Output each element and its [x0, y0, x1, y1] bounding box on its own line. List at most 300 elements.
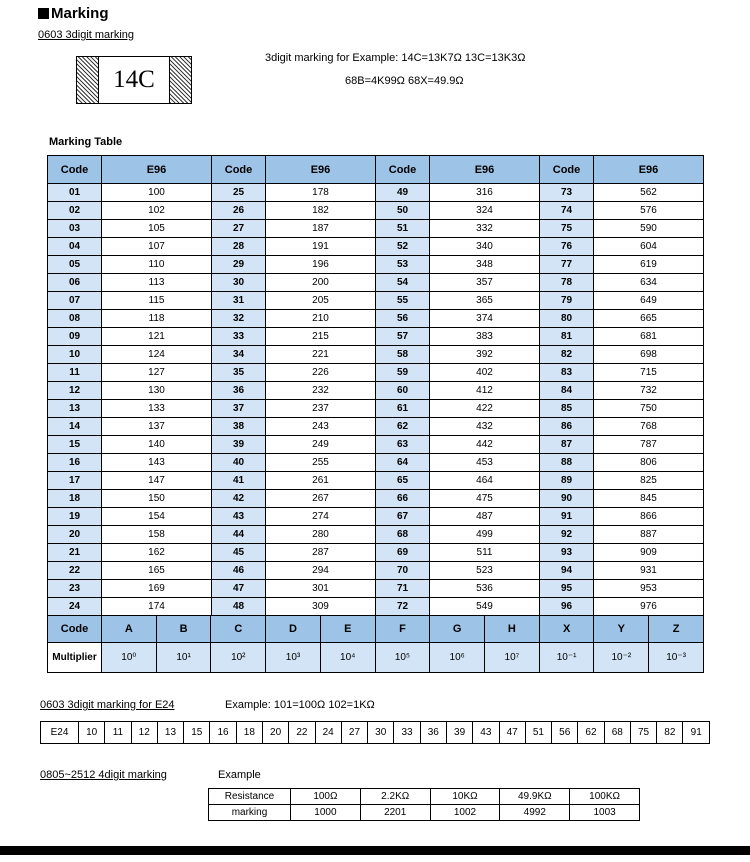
multiplier-code-cell: F: [375, 616, 430, 643]
resistance-value-cell: 4992: [500, 805, 570, 821]
e96-value-cell: 174: [102, 598, 212, 616]
marking-table-row: [48, 346, 704, 364]
e24-table: [40, 721, 710, 744]
marking-table-row: [48, 202, 704, 220]
e96-code-cell: 53: [376, 256, 430, 274]
e96-code-cell: 27: [212, 220, 266, 238]
e96-code-cell: 76: [540, 238, 594, 256]
resistance-value-cell: 100Ω: [291, 789, 361, 805]
e96-code-cell: 55: [376, 292, 430, 310]
e96-code-cell: 16: [48, 454, 102, 472]
e96-value-cell: 432: [430, 418, 540, 436]
e96-code-cell: 39: [212, 436, 266, 454]
marking-table-row: [48, 400, 704, 418]
e96-value-cell: 715: [594, 364, 704, 382]
multiplier-code-cell: H: [485, 616, 540, 643]
e96-code-cell: 22: [48, 562, 102, 580]
e96-code-cell: 03: [48, 220, 102, 238]
e96-code-cell: 49: [376, 184, 430, 202]
e24-value-cell: 39: [446, 722, 472, 744]
e96-code-cell: 70: [376, 562, 430, 580]
marking-table-header-cell: Code: [48, 156, 102, 184]
page-title: Marking: [51, 5, 109, 22]
e96-code-cell: 14: [48, 418, 102, 436]
multiplier-code-cell: A: [102, 616, 157, 643]
multiplier-value-cell: 10⁻³: [649, 643, 704, 673]
e96-value-cell: 649: [594, 292, 704, 310]
chip-terminal-left-icon: [77, 57, 99, 103]
multiplier-value-cell: 10⁻¹: [539, 643, 594, 673]
e96-value-cell: 402: [430, 364, 540, 382]
resistance-value-cell: 1000: [291, 805, 361, 821]
e96-value-cell: 154: [102, 508, 212, 526]
e96-value-cell: 604: [594, 238, 704, 256]
e96-value-cell: 124: [102, 346, 212, 364]
e96-code-cell: 38: [212, 418, 266, 436]
e96-code-cell: 92: [540, 526, 594, 544]
marking-table-row: [48, 364, 704, 382]
multiplier-value-cell: 10¹: [156, 643, 211, 673]
e96-code-cell: 65: [376, 472, 430, 490]
e24-label-cell: E24: [41, 722, 79, 744]
e96-code-cell: 01: [48, 184, 102, 202]
resistor-chip-figure: [76, 56, 192, 104]
e96-value-cell: 249: [266, 436, 376, 454]
resistance-value-cell: 10KΩ: [430, 789, 500, 805]
e24-value-cell: 62: [578, 722, 604, 744]
e96-code-cell: 77: [540, 256, 594, 274]
e96-code-cell: 81: [540, 328, 594, 346]
e96-value-cell: 162: [102, 544, 212, 562]
marking-table-row: [48, 526, 704, 544]
e96-value-cell: 221: [266, 346, 376, 364]
e24-value-cell: 47: [499, 722, 525, 744]
e96-value-cell: 953: [594, 580, 704, 598]
e96-value-cell: 143: [102, 454, 212, 472]
e96-code-cell: 95: [540, 580, 594, 598]
e96-value-cell: 205: [266, 292, 376, 310]
e96-value-cell: 274: [266, 508, 376, 526]
e96-code-cell: 67: [376, 508, 430, 526]
e96-code-cell: 69: [376, 544, 430, 562]
multiplier-label-cell: Multiplier: [48, 643, 102, 673]
e96-code-cell: 60: [376, 382, 430, 400]
e96-value-cell: 100: [102, 184, 212, 202]
4digit-example-label: Example: [218, 769, 261, 781]
e96-value-cell: 383: [430, 328, 540, 346]
e96-value-cell: 619: [594, 256, 704, 274]
marking-table-row: [48, 382, 704, 400]
e24-value-cell: 91: [683, 722, 710, 744]
marking-table-row: [48, 472, 704, 490]
e24-value-cell: 24: [315, 722, 341, 744]
e24-value-cell: 30: [368, 722, 394, 744]
e96-code-cell: 21: [48, 544, 102, 562]
marking-table-row: [48, 328, 704, 346]
e96-code-cell: 24: [48, 598, 102, 616]
marking-table-row: [48, 490, 704, 508]
multiplier-value-cell: 10⁰: [102, 643, 157, 673]
e96-value-cell: 127: [102, 364, 212, 382]
e96-value-cell: 232: [266, 382, 376, 400]
e96-code-cell: 68: [376, 526, 430, 544]
e96-code-cell: 17: [48, 472, 102, 490]
e24-value-cell: 27: [341, 722, 367, 744]
e96-code-cell: 11: [48, 364, 102, 382]
e96-value-cell: 316: [430, 184, 540, 202]
e96-code-cell: 08: [48, 310, 102, 328]
4digit-table: [208, 788, 640, 821]
e96-code-cell: 56: [376, 310, 430, 328]
e24-value-cell: 43: [473, 722, 499, 744]
example-line-2: 68B=4K99Ω 68X=49.9Ω: [345, 75, 464, 87]
e96-value-cell: 150: [102, 490, 212, 508]
resistance-value-cell: 1003: [570, 805, 640, 821]
heading-e24: 0603 3digit marking for E24: [40, 699, 175, 711]
e96-value-cell: 374: [430, 310, 540, 328]
e96-value-cell: 169: [102, 580, 212, 598]
4digit-table-row: [209, 789, 640, 805]
e96-code-cell: 96: [540, 598, 594, 616]
e96-code-cell: 87: [540, 436, 594, 454]
multiplier-value-row: [48, 643, 704, 673]
e96-code-cell: 25: [212, 184, 266, 202]
resistance-value-cell: 2.2KΩ: [360, 789, 430, 805]
e96-code-cell: 85: [540, 400, 594, 418]
resistance-value-cell: 100KΩ: [570, 789, 640, 805]
e96-value-cell: 768: [594, 418, 704, 436]
e96-code-cell: 64: [376, 454, 430, 472]
e96-value-cell: 365: [430, 292, 540, 310]
e96-value-cell: 294: [266, 562, 376, 580]
e96-code-cell: 46: [212, 562, 266, 580]
multiplier-code-cell: Z: [649, 616, 704, 643]
e24-value-cell: 11: [105, 722, 131, 744]
e96-value-cell: 140: [102, 436, 212, 454]
e96-value-cell: 475: [430, 490, 540, 508]
e96-code-cell: 88: [540, 454, 594, 472]
e96-code-cell: 48: [212, 598, 266, 616]
marking-table-row: [48, 256, 704, 274]
e96-code-cell: 73: [540, 184, 594, 202]
e24-value-cell: 16: [210, 722, 236, 744]
e96-code-cell: 29: [212, 256, 266, 274]
row-label-cell: Resistance: [209, 789, 291, 805]
e24-value-cell: 36: [420, 722, 446, 744]
multiplier-value-cell: 10⁵: [375, 643, 430, 673]
black-square-icon: [38, 8, 49, 19]
e96-code-cell: 51: [376, 220, 430, 238]
multiplier-table: [47, 615, 704, 673]
e96-code-cell: 43: [212, 508, 266, 526]
marking-table-header-cell: E96: [430, 156, 540, 184]
e96-value-cell: 464: [430, 472, 540, 490]
e96-value-cell: 665: [594, 310, 704, 328]
e96-value-cell: 487: [430, 508, 540, 526]
e24-value-cell: 15: [184, 722, 210, 744]
e96-code-cell: 36: [212, 382, 266, 400]
e96-value-cell: 182: [266, 202, 376, 220]
chip-terminal-right-icon: [169, 57, 191, 103]
e96-value-cell: 590: [594, 220, 704, 238]
e96-value-cell: 102: [102, 202, 212, 220]
e96-value-cell: 499: [430, 526, 540, 544]
multiplier-value-cell: 10⁷: [485, 643, 540, 673]
heading-4digit: 0805~2512 4digit marking: [40, 769, 167, 781]
e96-value-cell: 576: [594, 202, 704, 220]
e96-code-cell: 94: [540, 562, 594, 580]
marking-table-header-cell: Code: [212, 156, 266, 184]
e96-value-cell: 110: [102, 256, 212, 274]
e96-value-cell: 191: [266, 238, 376, 256]
e96-value-cell: 105: [102, 220, 212, 238]
e96-code-cell: 71: [376, 580, 430, 598]
marking-table-header-row: [48, 156, 704, 184]
e96-value-cell: 237: [266, 400, 376, 418]
e96-code-cell: 44: [212, 526, 266, 544]
e24-example-text: Example: 101=100Ω 102=1KΩ: [225, 699, 375, 711]
e96-code-cell: 40: [212, 454, 266, 472]
e24-value-cell: 10: [79, 722, 105, 744]
marking-table-row: [48, 238, 704, 256]
e96-code-cell: 15: [48, 436, 102, 454]
e96-code-cell: 62: [376, 418, 430, 436]
e24-row: [41, 722, 710, 744]
marking-table-row: [48, 436, 704, 454]
e96-value-cell: 158: [102, 526, 212, 544]
e96-value-cell: 147: [102, 472, 212, 490]
e96-code-cell: 90: [540, 490, 594, 508]
e96-code-cell: 26: [212, 202, 266, 220]
e96-value-cell: 909: [594, 544, 704, 562]
e24-value-cell: 20: [262, 722, 288, 744]
e96-value-cell: 562: [594, 184, 704, 202]
e96-code-cell: 66: [376, 490, 430, 508]
e96-value-cell: 523: [430, 562, 540, 580]
marking-table-row: [48, 598, 704, 616]
e96-value-cell: 866: [594, 508, 704, 526]
e96-value-cell: 324: [430, 202, 540, 220]
marking-table-row: [48, 544, 704, 562]
multiplier-value-cell: 10⁶: [430, 643, 485, 673]
multiplier-value-cell: 10³: [266, 643, 321, 673]
marking-table-row: [48, 418, 704, 436]
e24-value-cell: 75: [630, 722, 656, 744]
e96-code-cell: 18: [48, 490, 102, 508]
e96-value-cell: 210: [266, 310, 376, 328]
e96-value-cell: 634: [594, 274, 704, 292]
e96-value-cell: 422: [430, 400, 540, 418]
e96-code-cell: 42: [212, 490, 266, 508]
marking-table-header-cell: E96: [594, 156, 704, 184]
e96-value-cell: 137: [102, 418, 212, 436]
e96-code-cell: 57: [376, 328, 430, 346]
resistance-value-cell: 2201: [360, 805, 430, 821]
e96-code-cell: 61: [376, 400, 430, 418]
e96-code-cell: 33: [212, 328, 266, 346]
bottom-divider-bar: [0, 846, 750, 855]
multiplier-value-cell: 10⁴: [320, 643, 375, 673]
multiplier-code-cell: X: [539, 616, 594, 643]
e96-code-cell: 63: [376, 436, 430, 454]
marking-table-row: [48, 508, 704, 526]
e96-value-cell: 536: [430, 580, 540, 598]
e96-code-cell: 52: [376, 238, 430, 256]
e96-value-cell: 309: [266, 598, 376, 616]
marking-table-group: [47, 155, 704, 673]
multiplier-value-cell: 10²: [211, 643, 266, 673]
page-title-row: [38, 5, 109, 22]
marking-table-header-cell: E96: [266, 156, 376, 184]
e96-value-cell: 280: [266, 526, 376, 544]
e96-code-cell: 45: [212, 544, 266, 562]
marking-table-row: [48, 274, 704, 292]
e96-code-cell: 23: [48, 580, 102, 598]
marking-table-header-cell: Code: [540, 156, 594, 184]
e96-value-cell: 267: [266, 490, 376, 508]
multiplier-code-cell: G: [430, 616, 485, 643]
marking-table-row: [48, 454, 704, 472]
e96-value-cell: 392: [430, 346, 540, 364]
e96-value-cell: 453: [430, 454, 540, 472]
e96-value-cell: 107: [102, 238, 212, 256]
e96-value-cell: 787: [594, 436, 704, 454]
e96-code-cell: 54: [376, 274, 430, 292]
e24-value-cell: 56: [552, 722, 578, 744]
multiplier-value-cell: 10⁻²: [594, 643, 649, 673]
e96-code-cell: 31: [212, 292, 266, 310]
e24-value-cell: 68: [604, 722, 630, 744]
e96-value-cell: 261: [266, 472, 376, 490]
multiplier-code-cell: Code: [48, 616, 102, 643]
multiplier-code-cell: Y: [594, 616, 649, 643]
e96-value-cell: 226: [266, 364, 376, 382]
multiplier-code-cell: D: [266, 616, 321, 643]
example-line-1: 3digit marking for Example: 14C=13K7Ω 13C=13K3Ω: [265, 52, 526, 64]
e96-code-cell: 32: [212, 310, 266, 328]
e96-code-cell: 07: [48, 292, 102, 310]
marking-table-row: [48, 562, 704, 580]
e96-marking-table: [47, 155, 704, 616]
multiplier-code-cell: C: [211, 616, 266, 643]
e96-code-cell: 83: [540, 364, 594, 382]
e24-value-cell: 82: [657, 722, 683, 744]
e96-value-cell: 732: [594, 382, 704, 400]
e96-code-cell: 09: [48, 328, 102, 346]
e96-code-cell: 30: [212, 274, 266, 292]
e96-value-cell: 681: [594, 328, 704, 346]
e96-code-cell: 50: [376, 202, 430, 220]
e96-code-cell: 74: [540, 202, 594, 220]
e24-value-cell: 22: [289, 722, 315, 744]
e96-value-cell: 442: [430, 436, 540, 454]
e96-value-cell: 887: [594, 526, 704, 544]
marking-table-header-cell: Code: [376, 156, 430, 184]
resistance-value-cell: 49.9KΩ: [500, 789, 570, 805]
multiplier-code-cell: E: [320, 616, 375, 643]
e96-value-cell: 287: [266, 544, 376, 562]
e96-value-cell: 412: [430, 382, 540, 400]
e96-code-cell: 41: [212, 472, 266, 490]
marking-example-text: [265, 47, 525, 93]
e96-code-cell: 80: [540, 310, 594, 328]
e96-code-cell: 04: [48, 238, 102, 256]
heading-3digit-marking: 0603 3digit marking: [38, 29, 135, 41]
e96-code-cell: 89: [540, 472, 594, 490]
e96-value-cell: 549: [430, 598, 540, 616]
e96-value-cell: 845: [594, 490, 704, 508]
e96-code-cell: 47: [212, 580, 266, 598]
e96-code-cell: 79: [540, 292, 594, 310]
e96-value-cell: 976: [594, 598, 704, 616]
e96-code-cell: 34: [212, 346, 266, 364]
e96-value-cell: 332: [430, 220, 540, 238]
e96-code-cell: 86: [540, 418, 594, 436]
e96-code-cell: 20: [48, 526, 102, 544]
e96-code-cell: 35: [212, 364, 266, 382]
e96-value-cell: 931: [594, 562, 704, 580]
e24-value-cell: 51: [525, 722, 551, 744]
e96-value-cell: 121: [102, 328, 212, 346]
e96-value-cell: 357: [430, 274, 540, 292]
marking-table-row: [48, 310, 704, 328]
e96-code-cell: 91: [540, 508, 594, 526]
resistance-value-cell: 1002: [430, 805, 500, 821]
e96-value-cell: 165: [102, 562, 212, 580]
e24-value-cell: 12: [131, 722, 157, 744]
marking-table-header-cell: E96: [102, 156, 212, 184]
chip-marking-label: 14C: [113, 66, 155, 93]
e96-value-cell: 178: [266, 184, 376, 202]
multiplier-code-cell: B: [156, 616, 211, 643]
e96-value-cell: 825: [594, 472, 704, 490]
e96-code-cell: 78: [540, 274, 594, 292]
e96-value-cell: 200: [266, 274, 376, 292]
marking-table-row: [48, 292, 704, 310]
e96-code-cell: 19: [48, 508, 102, 526]
e96-value-cell: 215: [266, 328, 376, 346]
marking-table-row: [48, 184, 704, 202]
e96-value-cell: 130: [102, 382, 212, 400]
e96-value-cell: 806: [594, 454, 704, 472]
e96-value-cell: 348: [430, 256, 540, 274]
e96-code-cell: 72: [376, 598, 430, 616]
e96-value-cell: 115: [102, 292, 212, 310]
e24-value-cell: 33: [394, 722, 420, 744]
e96-code-cell: 58: [376, 346, 430, 364]
e96-value-cell: 255: [266, 454, 376, 472]
e96-value-cell: 698: [594, 346, 704, 364]
e96-code-cell: 05: [48, 256, 102, 274]
e96-value-cell: 187: [266, 220, 376, 238]
e96-code-cell: 12: [48, 382, 102, 400]
4digit-table-row: [209, 805, 640, 821]
marking-table-row: [48, 580, 704, 598]
multiplier-code-row: [48, 616, 704, 643]
e96-code-cell: 75: [540, 220, 594, 238]
e96-code-cell: 02: [48, 202, 102, 220]
marking-table-title: Marking Table: [49, 136, 123, 148]
row-label-cell: marking: [209, 805, 291, 821]
e96-code-cell: 37: [212, 400, 266, 418]
e96-code-cell: 13: [48, 400, 102, 418]
e96-value-cell: 196: [266, 256, 376, 274]
e96-code-cell: 59: [376, 364, 430, 382]
e96-value-cell: 133: [102, 400, 212, 418]
e96-value-cell: 340: [430, 238, 540, 256]
e96-code-cell: 82: [540, 346, 594, 364]
marking-table-row: [48, 220, 704, 238]
